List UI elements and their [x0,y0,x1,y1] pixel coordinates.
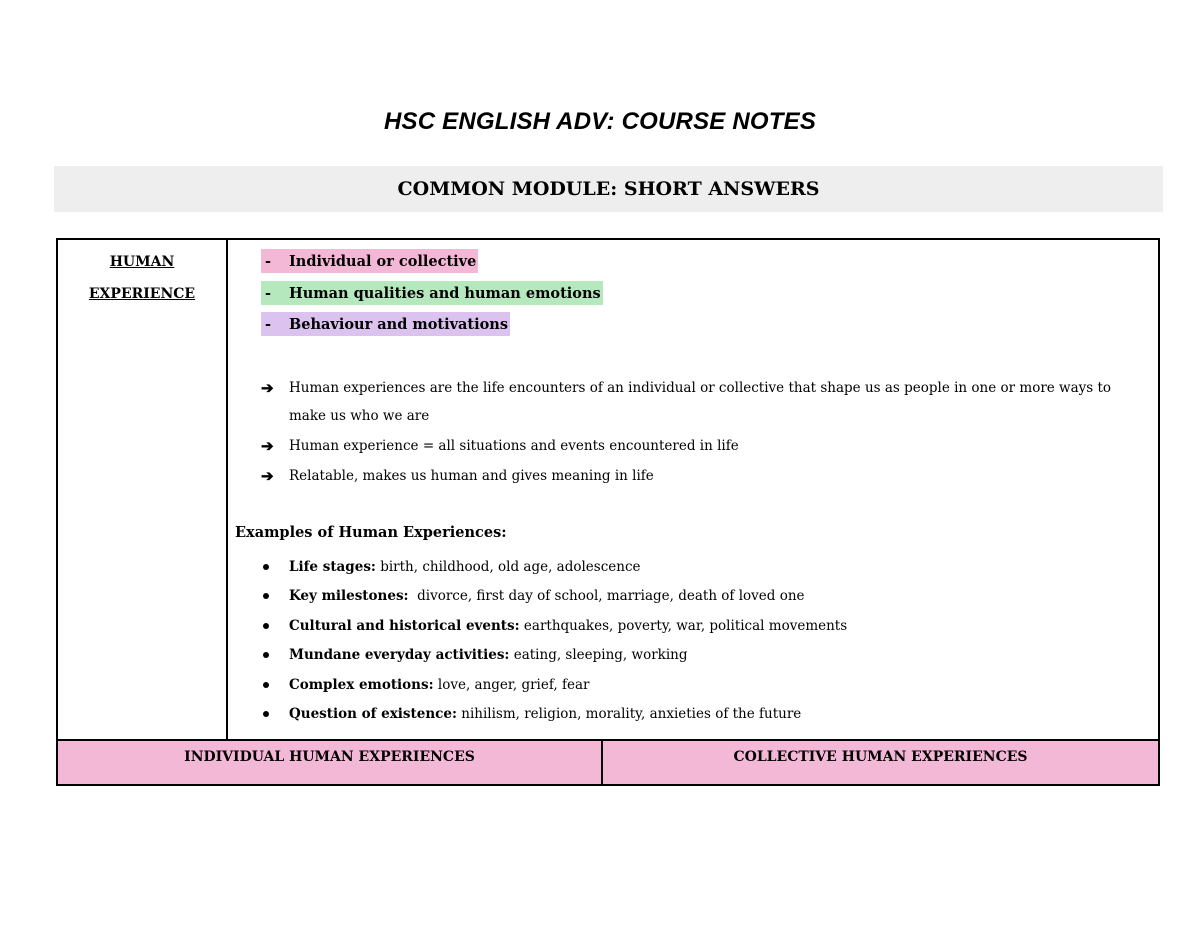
arrow-point: ➔ Relatable, makes us human and gives meaning in life [261,462,1141,490]
right-arrow-icon: ➔ [261,467,274,485]
right-arrow-icon: ➔ [261,379,274,397]
example-item: Question of existence: nihilism, religion, morality, anxieties of the future [261,704,801,724]
examples-title: Examples of Human Experiences: [235,524,507,541]
example-item: Complex emotions: love, anger, grief, fear [261,675,589,695]
highlight-item: - Human qualities and human emotions [261,281,603,305]
topic-heading-line1: HUMAN [109,254,175,270]
notes-table [56,238,1160,786]
highlight-item: - Individual or collective [261,249,478,273]
section-banner [54,166,1163,212]
footer-row [58,739,1158,784]
bullet-icon [263,593,269,599]
highlight-item-text: Behaviour and motivations [289,315,509,333]
footer-cell-collective: COLLECTIVE HUMAN EXPERIENCES [733,748,1028,765]
footer-cell-individual: INDIVIDUAL HUMAN EXPERIENCES [58,741,603,784]
bullet-icon [263,711,269,717]
document-title: HSC ENGLISH ADV: COURSE NOTES [383,108,817,135]
example-item: Cultural and historical events: earthquakes, poverty, war, political movements [261,616,847,636]
bullet-icon [263,623,269,629]
bullet-icon [263,652,269,658]
highlight-item-text: Individual or collective [289,252,477,270]
example-item: Key milestones: divorce, first day of school, marriage, death of loved one [261,586,805,606]
highlight-item-text: Human qualities and human emotions [289,284,601,302]
section-heading: COMMON MODULE: SHORT ANSWERS [397,178,820,200]
highlight-item: - Behaviour and motivations [261,312,510,336]
bullet-icon [263,682,269,688]
bullet-icon [263,564,269,570]
arrow-point: ➔ Human experiences are the life encounters of an individual or collective that shape us as people in one or more ways to make us who we are [261,374,1141,430]
example-item: Life stages: birth, childhood, old age, adolescence [261,557,641,577]
right-arrow-icon: ➔ [261,437,274,455]
topic-heading-line2: EXPERIENCE [88,286,196,302]
topic-column [58,240,228,739]
example-item: Mundane everyday activities: eating, sleeping, working [261,645,688,665]
notes-column [228,240,1158,739]
arrow-point: ➔ Human experience = all situations and events encountered in life [261,432,1141,460]
